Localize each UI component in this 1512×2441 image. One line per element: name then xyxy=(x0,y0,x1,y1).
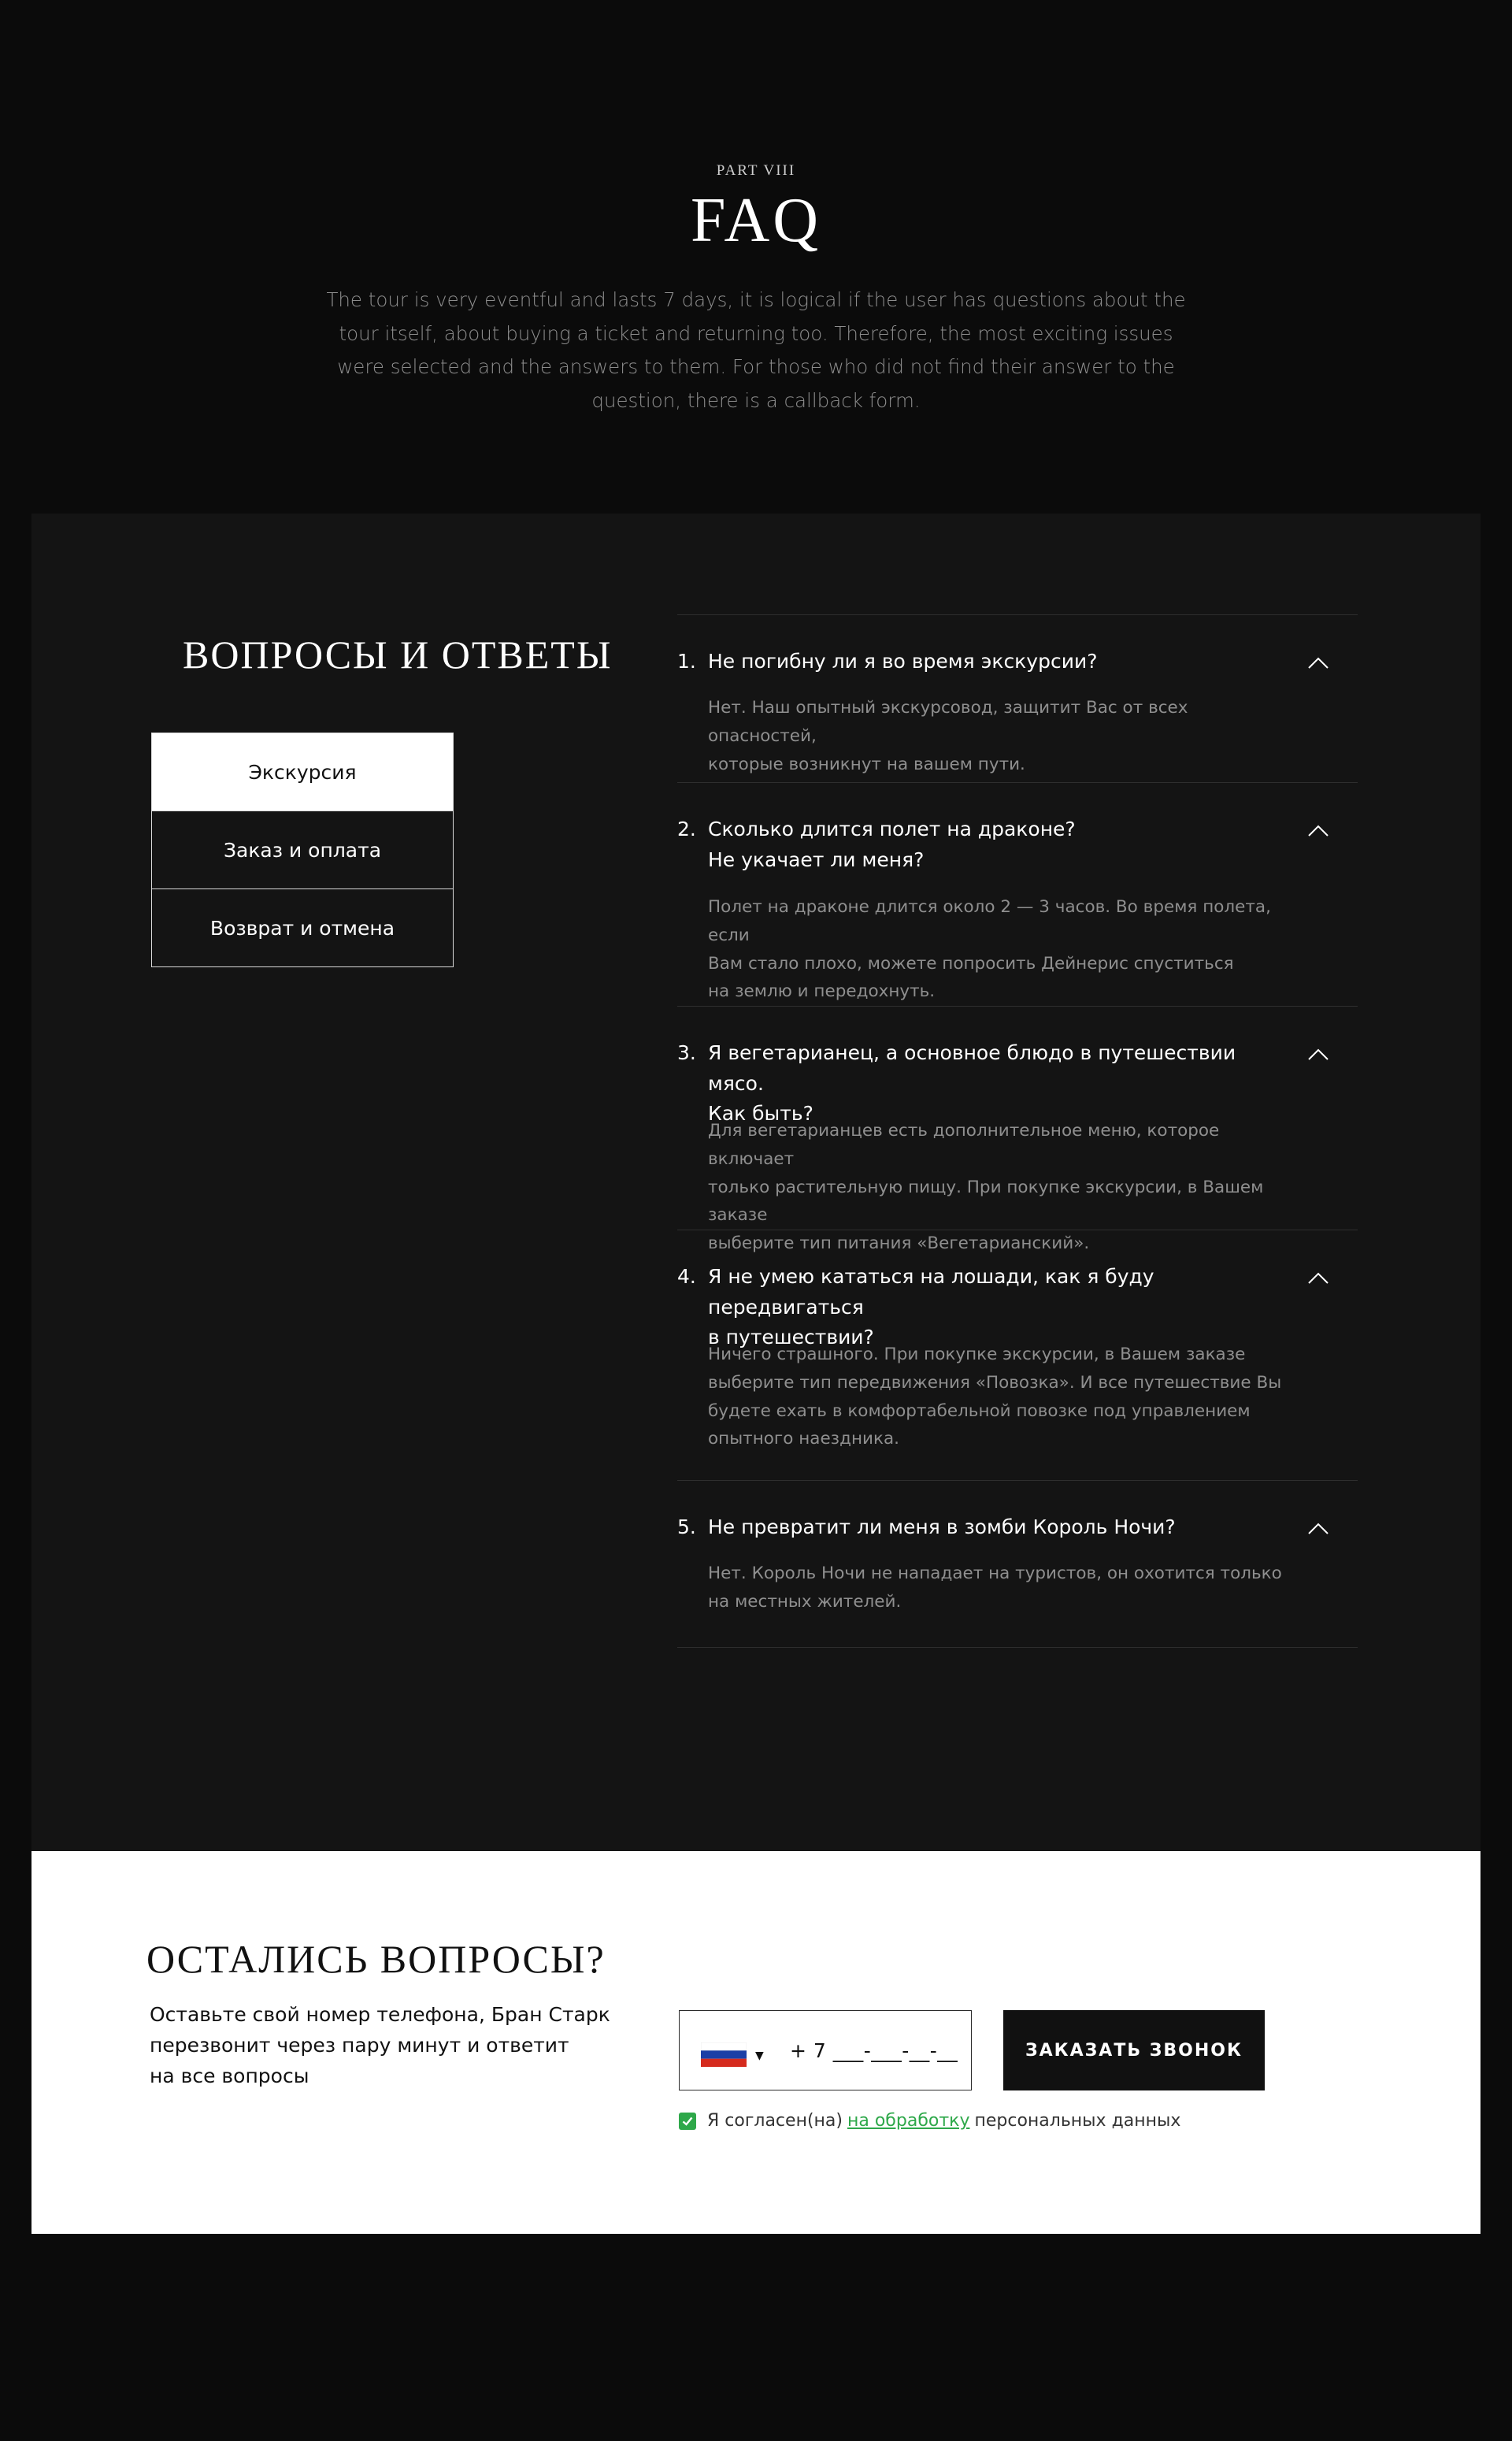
faq-list xyxy=(677,614,1358,1648)
faq-item[interactable] xyxy=(677,1230,1358,1481)
faq-item-number: 1. xyxy=(677,650,696,673)
callback-form xyxy=(32,1851,1480,2234)
faq-heading: ВОПРОСЫ И ОТВЕТЫ xyxy=(183,633,613,677)
chevron-down-icon[interactable]: ▼ xyxy=(755,2050,764,2062)
phone-field-value[interactable]: + 7 ___-___-__-__ xyxy=(790,2039,958,2062)
consent-checkbox[interactable] xyxy=(679,2113,696,2130)
faq-item-number: 5. xyxy=(677,1515,696,1538)
russia-flag-icon[interactable] xyxy=(701,2042,747,2067)
faq-item[interactable] xyxy=(677,1481,1358,1648)
faq-item[interactable] xyxy=(677,1007,1358,1254)
faq-item-number: 4. xyxy=(677,1265,696,1288)
chevron-up-icon[interactable] xyxy=(1308,1048,1329,1060)
page-title: FAQ xyxy=(690,186,822,255)
faq-item-number: 3. xyxy=(677,1041,696,1064)
callback-description: Оставьте свой номер телефона, Бран Старк перезвонит через пару минут и ответит на все вопросы xyxy=(150,2003,610,2087)
tab-order-payment[interactable]: Заказ и оплата xyxy=(151,811,454,889)
faq-question[interactable]: Я не умею кататься на лошади, как я буду передвигаться в путешествии? xyxy=(708,1265,1154,1348)
faq-question[interactable]: Я вегетарианец, а основное блюдо в путешествии мясо. Как быть? xyxy=(708,1041,1236,1125)
consent-row xyxy=(679,2111,1180,2131)
chevron-up-icon[interactable] xyxy=(1308,824,1329,837)
faq-item[interactable] xyxy=(677,783,1358,1007)
faq-answer: Полет на драконе длится около 2 — 3 часов. Во время полета, если Вам стало плохо, можете попросить Дейнерис спуститься на землю и передохнуть. xyxy=(708,897,1271,1002)
tab-excursion[interactable]: Экскурсия xyxy=(151,733,454,811)
faq-question[interactable]: Сколько длится полет на драконе? Не укачает ли меня? xyxy=(708,818,1076,871)
faq-item[interactable] xyxy=(677,615,1358,783)
phone-input[interactable] xyxy=(679,2010,972,2090)
faq-category-tabs xyxy=(151,733,454,967)
faq-answer: Для вегетарианцев есть дополнительное меню, которое включает только растительную пищу. При покупке экскурсии, в Вашем заказе выберите тип питания «Вегетарианский». xyxy=(708,1121,1264,1254)
part-label: PART VIII xyxy=(716,162,796,179)
consent-text-end: персональных данных xyxy=(974,2111,1181,2131)
faq-question[interactable]: Не превратит ли меня в зомби Король Ночи? xyxy=(708,1515,1176,1538)
tab-return-cancel[interactable]: Возврат и отмена xyxy=(151,888,454,967)
faq-question[interactable]: Не погибну ли я во время экскурсии? xyxy=(708,650,1098,673)
consent-link[interactable]: на обработку xyxy=(847,2111,970,2131)
chevron-up-icon[interactable] xyxy=(1308,1271,1329,1284)
order-call-button[interactable]: ЗАКАЗАТЬ ЗВОНОК xyxy=(1003,2010,1265,2090)
faq-answer: Нет. Король Ночи не нападает на туристов, он охотится только на местных жителей. xyxy=(708,1564,1282,1612)
faq-section xyxy=(32,514,1480,1851)
chevron-up-icon[interactable] xyxy=(1308,1522,1329,1534)
check-icon xyxy=(682,2116,693,2126)
consent-text-start: Я согласен(на) xyxy=(707,2111,843,2131)
faq-answer: Нет. Наш опытный экскурсовод, защитит Вас от всех опасностей, которые возникнут на вашем пути. xyxy=(708,698,1188,774)
intro-description: The tour is very eventful and lasts 7 days, it is logical if the user has questions about the tour itself, about buying a ticket and returning too. Therefore, the most exciting issues were selected and the answers to them. For those who did not find their answer to the question, there is a callback form. xyxy=(326,288,1186,412)
faq-answer: Ничего страшного. При покупке экскурсии, в Вашем заказе выберите тип передвижения «Повозка». И все путешествие Вы будете ехать в комфортабельной повозке под управлением опытного наездника. xyxy=(708,1345,1282,1449)
callback-title: ОСТАЛИСЬ ВОПРОСЫ? xyxy=(146,1937,606,1981)
chevron-up-icon[interactable] xyxy=(1308,656,1329,669)
faq-item-number: 2. xyxy=(677,818,696,840)
